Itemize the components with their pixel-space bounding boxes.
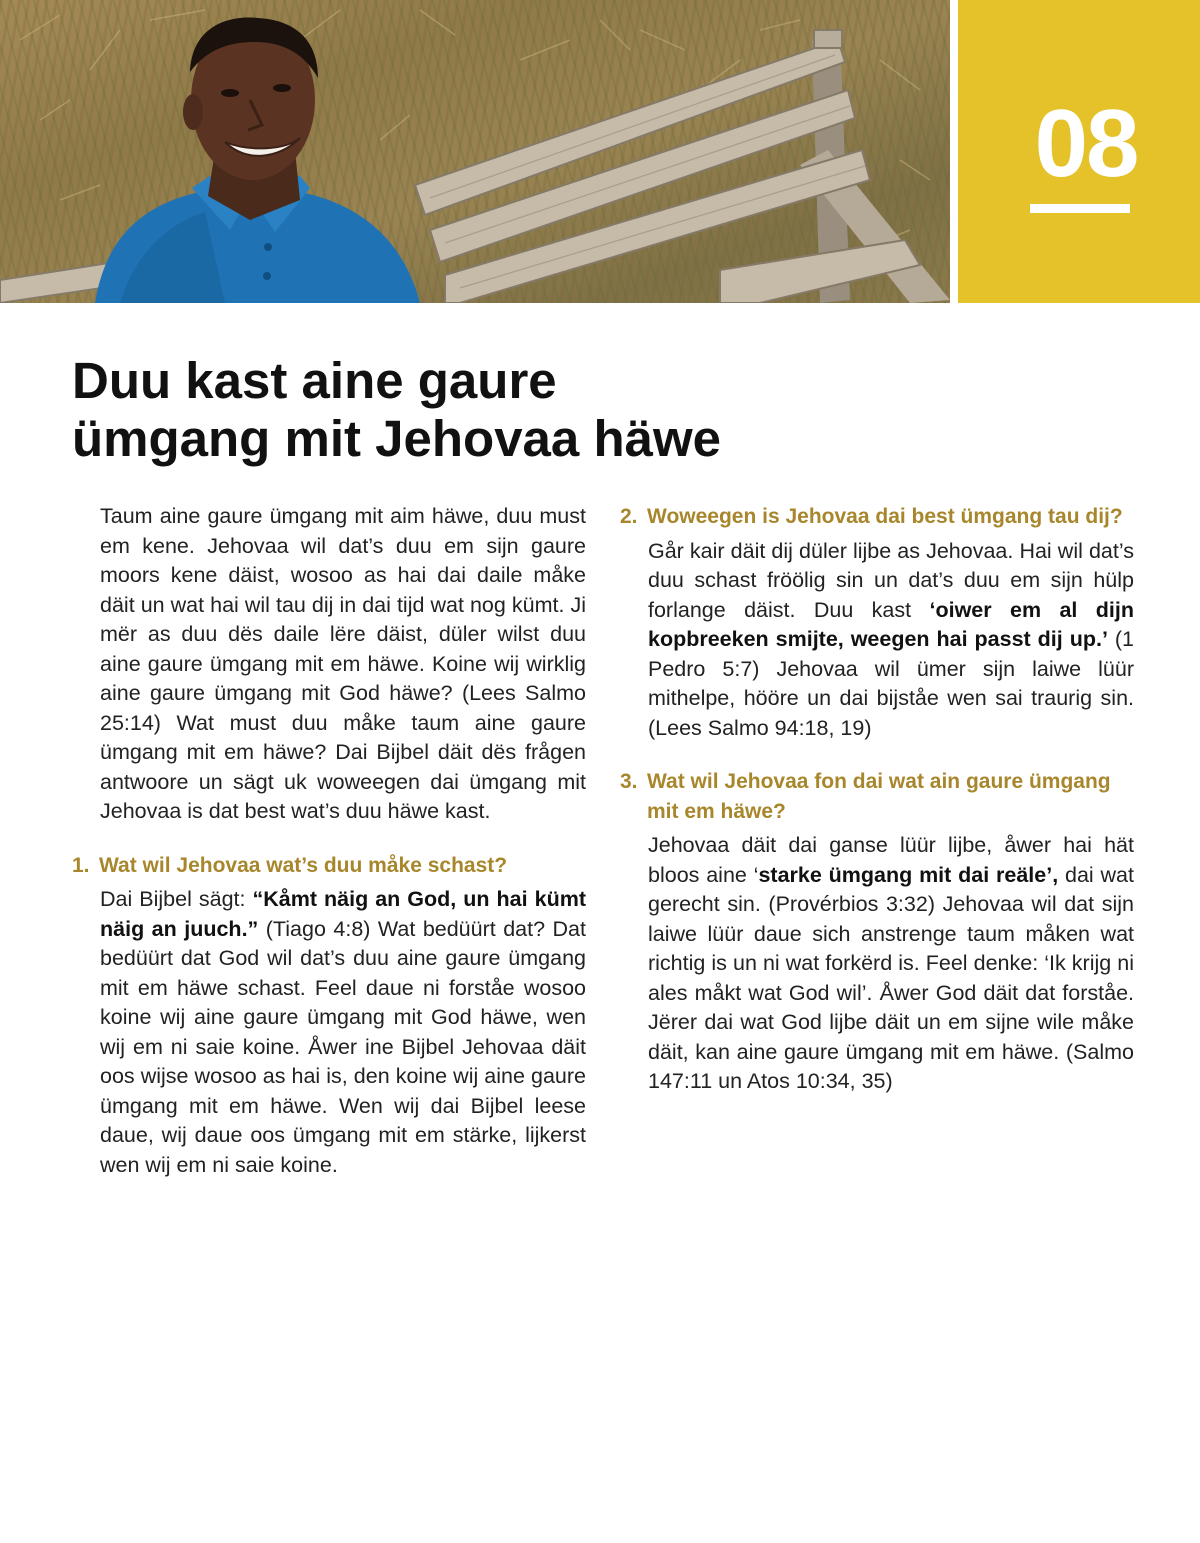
section-3-scripture-quote: starke ümgang mit dai reäle’, [758,862,1059,887]
section-2-number: 2. [620,505,638,528]
man-on-bench-illustration [0,0,950,303]
lesson-number: 08 [1034,90,1138,197]
section-3-number: 3. [620,770,638,793]
section-1-heading [72,851,586,881]
intro-paragraph: Taum aine gaure ümgang mit aim häwe, duu must em kene. Jehovaa wil dat’s duu em sijn gaure moors kene däist, wosoo as hai dai daile måke däit un wat hai wil tau dij in dai tijd wat nog kümt. Ji mër as duu dës daile lëre däist, düler wilst duu aine gaure ümgang mit em häwe. Koine wij wirklig aine gaure ümgang mit God häwe? (Lees Salmo 25:14) Wat must duu måke taum aine gaure ümgang mit em häwe? Dai Bijbel däit dës frågen antwoore un sägt uk woweegen dai ümgang mit Jehovaa is dat best wat’s duu häwe kast. [100,504,586,823]
section-2-text-a: Går kair däit dij düler lijbe as Jehovaa. Hai wil dat’s duu schast fröölig sin un dat’s duu em sijn hülp forlange däist. Duu kast [648,538,1134,622]
section-1-scripture-quote: “Kåmt näig an God, un hai kümt näig an juuch.” [100,887,586,941]
title-line-2: ümgang mit Jehovaa häwe [72,410,722,467]
badge-underline [1030,204,1130,213]
right-column [620,502,1134,1097]
left-column [72,502,586,1180]
section-3-heading [620,767,1134,826]
section-1-number: 1. [72,853,90,877]
page-title [72,352,832,468]
section-2-text-b: (1 Pedro 5:7) Jehovaa wil ümer sijn laiwe lüür mithelpe, hööre un dai bijståe wen sai traurig sin. (Lees Salmo 94:18, 19) [648,627,1134,740]
title-line-1: Duu kast aine gaure [72,352,557,409]
section-3-paragraph [648,831,1134,1097]
section-1-paragraph [100,885,586,1180]
section-2-heading-text: Woweegen is Jehovaa dai best ümgang tau dij? [647,505,1123,528]
section-3-heading-text: Wat wil Jehovaa fon dai wat ain gaure ümgang mit em häwe? [647,770,1111,823]
section-1-heading-text: Wat wil Jehovaa wat’s duu måke schast? [99,853,508,877]
section-2-paragraph [648,537,1134,744]
section-1-text-a: Dai Bijbel sägt: [100,887,253,911]
section-2-heading [620,502,1134,532]
section-1-text-b: (Tiago 4:8) Wat bedüürt dat? Dat bedüürt dat God wil dat’s duu aine gaure ümgang mit em häwe schast. Feel daue ni forståe wosoo koine wij aine gaure ümgang mit God häwe, wen wij em ni saie koine. Åwer ine Bijbel Jehovaa däit oos wijse wosoo as hai is, den koine wij aine gaure ümgang mit em häwe. Wen wij dai Bijbel leese daue, wij daue oos ümgang mit em stärke, lijkerst wen wij em ni saie koine. [100,916,586,1177]
header-photo [0,0,950,303]
lesson-number-badge [958,0,1200,303]
section-3-text-b: dai wat gerecht sin. (Provérbios 3:32) Jehovaa wil dat sijn laiwe lüür daue sich anstrenge taum måken wat richtig is un ni wat forkërd is. Feel denke: ‘Ik krijg ni ales måkt wat God wil’. Åwer God däit dat forståe. Jërer dai wat God lijbe däit un em sijne wile måke däit, kan aine gaure ümgang mit em häwe. (Salmo 147:11 un Atos 10:34, 35) [648,862,1134,1093]
section-3-text-a: Jehovaa däit dai ganse lüür lijbe, åwer hai hät bloos aine ‘ [648,833,1134,887]
section-2-scripture-quote: ‘oiwer em al dijn kopbreeken smijte, weegen hai passt dij up.’ [648,597,1134,651]
